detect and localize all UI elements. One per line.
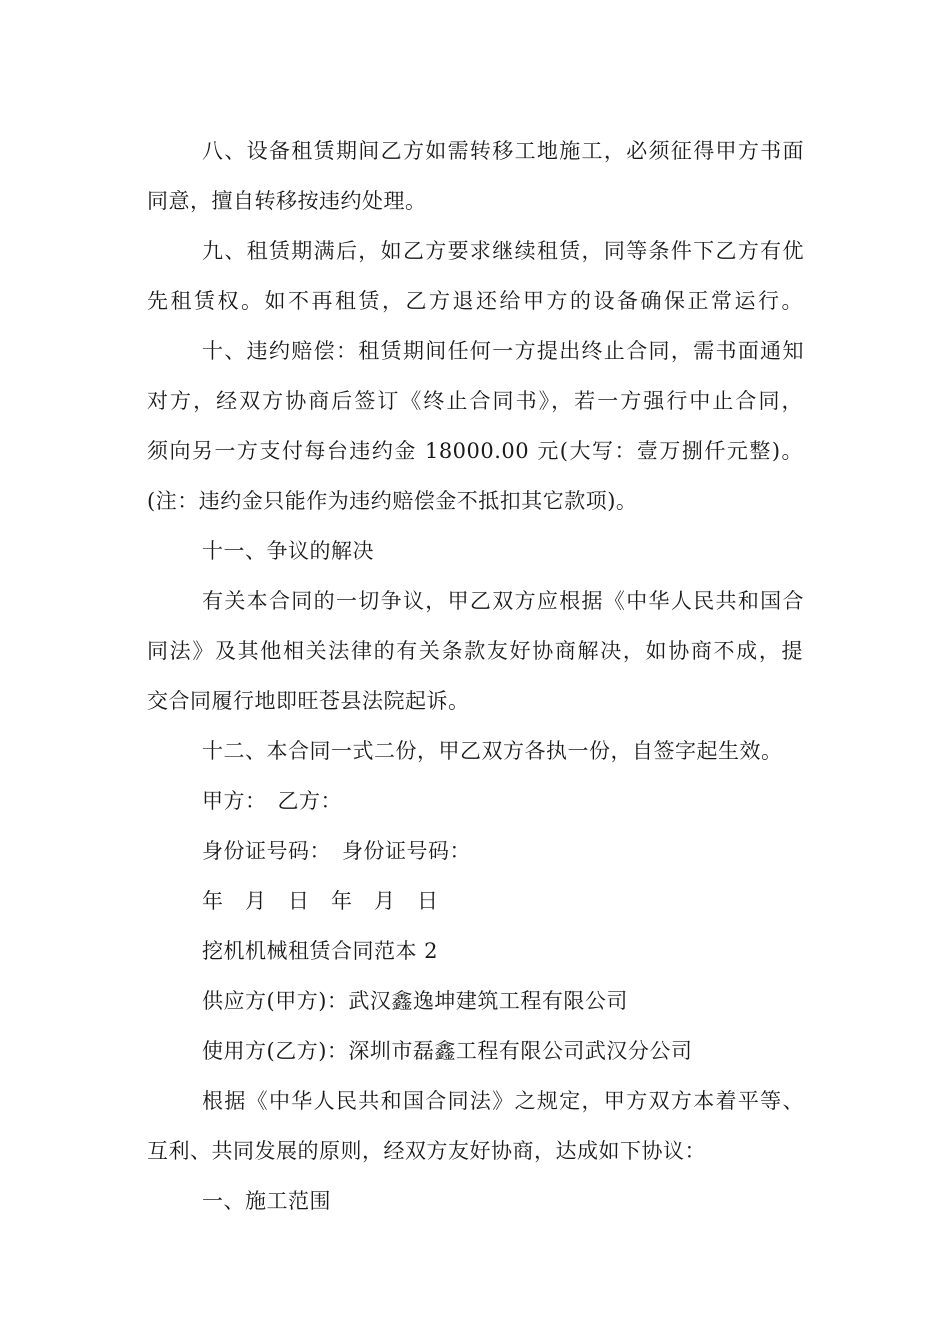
section-11-heading: 十一、争议的解决 — [202, 539, 374, 563]
paragraph-8-line-1: 八、设备租赁期间乙方如需转移工地施工，必须征得甲方书面 — [202, 139, 804, 163]
preamble-line-2: 互利、共同发展的原则，经双方友好协商，达成如下协议： — [147, 1139, 706, 1163]
user-line: 使用方(乙方)：深圳市磊鑫工程有限公司武汉分公司 — [202, 1039, 693, 1063]
paragraph-9-line-1: 九、租赁期满后，如乙方要求继续租赁，同等条件下乙方有优 — [202, 239, 804, 263]
dispute-paragraph-line-2: 同法》及其他相关法律的有关条款友好协商解决，如协商不成，提 — [147, 639, 803, 663]
paragraph-10-line-3: 须向另一方支付每台违约金 18000.00 元(大写：壹万捌仟元整)。 — [147, 439, 803, 463]
dispute-paragraph-line-3: 交合同履行地即旺苍县法院起诉。 — [147, 689, 470, 713]
dispute-paragraph-line-1: 有关本合同的一切争议，甲乙双方应根据《中华人民共和国合 — [202, 589, 804, 613]
paragraph-10-line-2: 对方，经双方协商后签订《终止合同书》，若一方强行中止合同， — [147, 389, 803, 413]
date-line: 年 月 日 年 月 日 — [202, 889, 439, 913]
preamble-line-1: 根据《中华人民共和国合同法》之规定，甲方双方本着平等、 — [202, 1089, 804, 1113]
paragraph-10-line-4: (注：违约金只能作为违约赔偿金不抵扣其它款项)。 — [147, 489, 638, 513]
section-12-text: 十二、本合同一式二份，甲乙双方各执一份，自签字起生效。 — [202, 739, 783, 763]
party-signature-line: 甲方： 乙方： — [202, 789, 342, 813]
supplier-line: 供应方(甲方)：武汉鑫逸坤建筑工程有限公司 — [202, 989, 628, 1013]
paragraph-10-line-1: 十、违约赔偿：租赁期间任何一方提出终止合同，需书面通知 — [202, 339, 804, 363]
paragraph-8-line-2: 同意，擅自转移按违约处理。 — [147, 189, 427, 213]
paragraph-9-line-2: 先租赁权。如不再租赁，乙方退还给甲方的设备确保正常运行。 — [147, 289, 803, 313]
template-2-title: 挖机机械租赁合同范本 2 — [202, 939, 439, 963]
id-number-line: 身份证号码： 身份证号码： — [202, 839, 471, 863]
section-1-heading: 一、施工范围 — [202, 1189, 331, 1213]
